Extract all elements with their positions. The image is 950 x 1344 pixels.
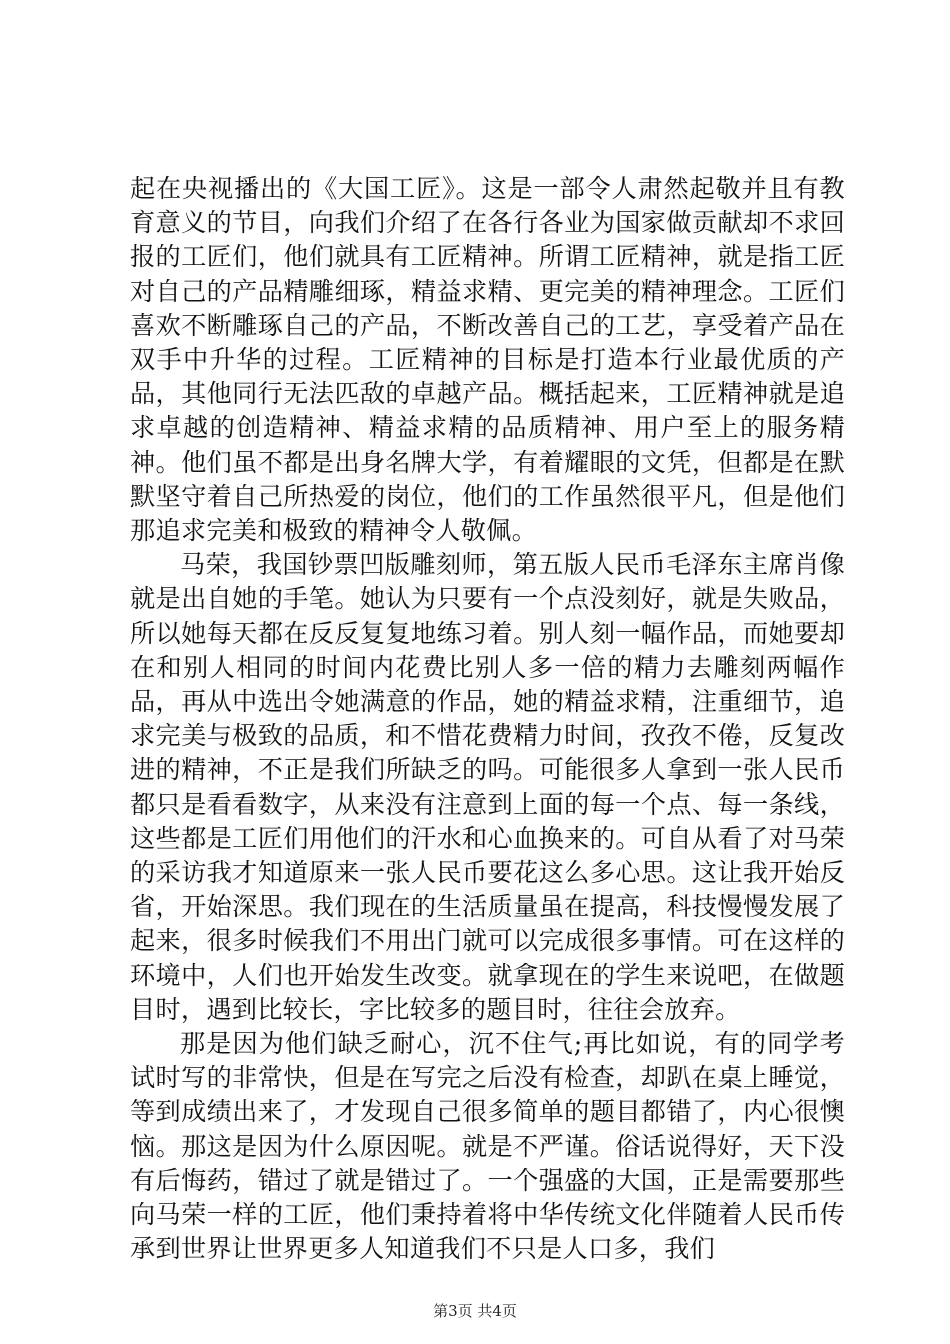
paragraph-1: 起在央视播出的《大国工匠》。这是一部令人肃然起敬并且有教育意义的节目，向我们介绍了在各行各业为国家做贡献却不求回报的工匠们，他们就具有工匠精神。所谓工匠精神，就是指工匠对自己的产品精雕细琢，精益求精、更完美的精神理念。工匠们喜欢不断雕琢自己的产品，不断改善自己的工艺，享受着产品在双手中升华的过程。工匠精神的目标是打造本行业最优质的产品，其他同行无法匹敌的卓越产品。概括起来，工匠精神就是追求卓越的创造精神、精益求精的品质精神、用户至上的服务精神。他们虽不都是出身名牌大学，有着耀眼的文凭，但都是在默默坚守着自己所热爱的岗位，他们的工作虽然很平凡，但是他们那追求完美和极致的精神令人敬佩。 — [130, 174, 845, 546]
paragraph-3: 那是因为他们缺乏耐心，沉不住气;再比如说，有的同学考试时写的非常快，但是在写完之后没有检查，却趴在桌上睡觉，等到成绩出来了，才发现自己很多简单的题目都错了，内心很懊恼。那这是因为什么原因呢。就是不严谨。俗话说得好，天下没有后悔药，错过了就是错过了。一个强盛的大国，正是需要那些向马荣一样的工匠，他们秉持着将中华传统文化伴随着人民币传承到世界让世界更多人知道我们不只是人口多，我们 — [130, 1029, 845, 1264]
page-footer — [0, 1302, 950, 1320]
body-text — [130, 172, 845, 1267]
page-number: 第3页 共4页 — [433, 1302, 517, 1320]
paragraph-2: 马荣，我国钞票凹版雕刻师，第五版人民币毛泽东主席肖像就是出自她的手笔。她认为只要有一个点没刻好，就是失败品，所以她每天都在反反复复地练习着。别人刻一幅作品，而她要却在和别人相同的时间内花费比别人多一倍的精力去雕刻两幅作品，再从中选出令她满意的作品，她的精益求精，注重细节，追求完美与极致的品质，和不惜花费精力时间，孜孜不倦，反复改进的精神，不正是我们所缺乏的吗。可能很多人拿到一张人民币都只是看看数字，从来没有注意到上面的每一个点、每一条线，这些都是工匠们用他们的汗水和心血换来的。可自从看了对马荣的采访我才知道原来一张人民币要花这么多心思。这让我开始反省，开始深思。我们现在的生活质量虽在提高，科技慢慢发展了起来，很多时候我们不用出门就可以完成很多事情。可在这样的环境中，人们也开始发生改变。就拿现在的学生来说吧，在做题目时，遇到比较长，字比较多的题目时，往往会放弃。 — [130, 550, 845, 1024]
